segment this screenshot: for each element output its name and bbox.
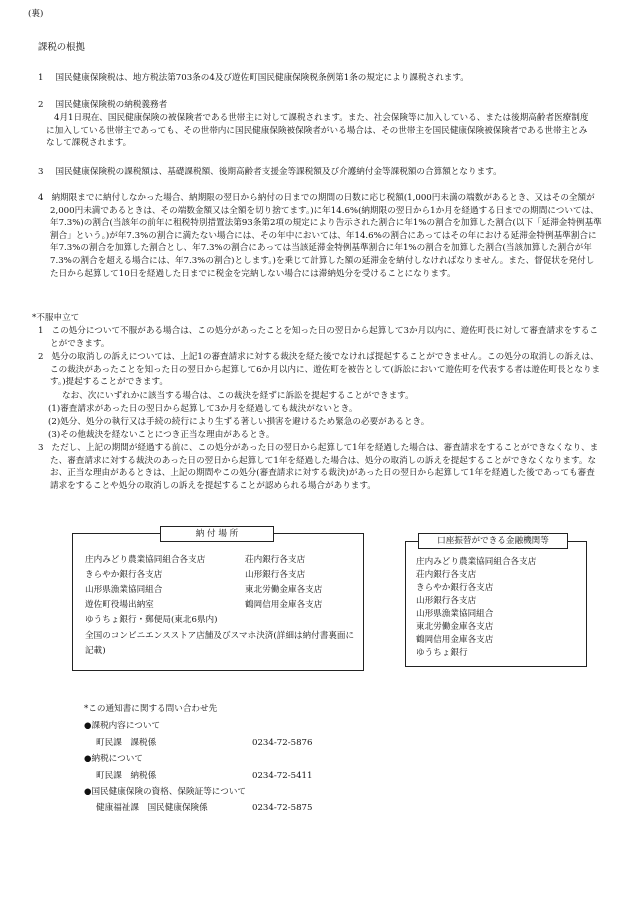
account-transfer-box xyxy=(405,541,587,667)
payment-place: 東北労働金庫各支店 xyxy=(245,585,323,595)
appeal-sub-1: (1)審査請求があった日の翌日から起算して3か月を経過しても裁決がないとき。 xyxy=(48,404,358,414)
transfer-institution: 鶴岡信用金庫各支店 xyxy=(416,635,494,645)
page-side-label: (裏) xyxy=(28,9,44,19)
contact-heading: *この通知書に関する問い合わせ先 xyxy=(84,704,218,714)
contact-phone: 0234-72-5875 xyxy=(252,803,313,813)
basis-item-2-heading: 2 国民健康保険税の納税義務者 xyxy=(38,100,168,110)
transfer-institution: 庄内みどり農業協同組合各支店 xyxy=(416,557,537,567)
appeal-item-2: 2 処分の取消しの訴えについては、上記1の審査請求に対する裁決を経た後でなければ提起することができません。この処分の取消しの訴えは、この裁決があったことを知った日の翌日から起算して6か月以内に、遊佐町を被告として(訴訟において遊佐町を代表する者は遊佐町長となります。)提起することができます。 xyxy=(38,352,601,388)
appeal-heading: *不服申立て xyxy=(32,313,80,323)
payment-places-title: 納 付 場 所 xyxy=(160,526,274,542)
contact-phone: 0234-72-5411 xyxy=(252,771,313,781)
contact-dept: 健康福祉課 国民健康保険係 xyxy=(96,803,208,813)
appeal-item-3: 3 ただし、上記の期間が経過する前に、この処分があった日の翌日から起算して1年を経過した場合は、審査請求をすることができなくなり、また、審査請求に対する裁決のあった日の翌日から起算して1年を経過した場合は、処分の取消しの訴えを提起することができなくなります。なお、正当な理由があるときは、上記の期間やこの処分(審査請求に対する裁決)があった日の翌日から起算して1年を経過した後であっても審査請求をすることや処分の取消しの訴えを提起することが認められる場合があります。 xyxy=(38,443,599,491)
payment-place: ゆうちょ銀行・郵便局(東北6県内) xyxy=(85,615,218,625)
payment-place: 遊佐町役場出納室 xyxy=(85,600,154,610)
transfer-institution: ゆうちょ銀行 xyxy=(416,648,468,658)
payment-place: 庄内みどり農業協同組合各支店 xyxy=(85,555,206,565)
payment-place: 山形県漁業協同組合 xyxy=(85,585,163,595)
payment-place: 山形銀行各支店 xyxy=(245,570,306,580)
basis-item-3: 3 国民健康保険税の課税額は、基礎課税額、後期高齢者支援金等課税額及び介護納付金等課税額の合算額となります。 xyxy=(38,167,502,177)
payment-place: 全国のコンビニエンスストア店舗及びスマホ決済(詳細は納付書裏面に記載) xyxy=(85,631,355,656)
section-title: 課税の根拠 xyxy=(38,42,85,53)
contact-topic: ●課税内容について xyxy=(84,721,161,731)
contact-dept: 町民課 課税係 xyxy=(96,738,157,748)
basis-item-1: 1 国民健康保険税は、地方税法第703条の4及び遊佐町国民健康保険税条例第1条の規定により課税されます。 xyxy=(38,73,469,83)
transfer-institution: きらやか銀行各支店 xyxy=(416,583,494,593)
transfer-institution: 山形県漁業協同組合 xyxy=(416,609,494,619)
payment-place: 荘内銀行各支店 xyxy=(245,555,306,565)
transfer-institution: 東北労働金庫各支店 xyxy=(416,622,494,632)
contact-topic: ●納税について xyxy=(84,754,143,764)
appeal-sub-2: (2)処分、処分の執行又は手続の続行により生ずる著しい損害を避けるため緊急の必要があるとき。 xyxy=(48,417,430,427)
transfer-institution: 山形銀行各支店 xyxy=(416,596,477,606)
payment-places-box xyxy=(72,533,364,671)
basis-item-4: 4 納期限までに納付しなかった場合、納期限の翌日から納付の日までの期間の日数に応じ税額(1,000円未満の端数があるとき、又はその全額が2,000円未満であるときは、その端数金額又は全額を切り捨てます。)に年14.6%(納期限の翌日から1か月を経過する日までの期間については、年7.3%)の割合(当該年の前年に租税特別措置法第93条第2項の規定により告示された割合に年1%の割合を加算した割合(以下「延滞金特例基準割合」という。)が年7.3%の割合に満たない場合には、その年中においては、年14.6%の割合にあってはその年における延滞金特例基準割合に年7.3%の割合を加算した割合とし、年7.3%の割合にあっては当該延滞金特例基準割合に年1%の割合を加算した割合(当該加算した割合が年7.3%の割合を超える場合には、年7.3%の割合)とします。)を乗じて計算した額の延滞金を納付しなければなりません。また、督促状を発付した日から起算して10日を経過した日までに税金を完納しない場合には滞納処分を受けることになります。 xyxy=(38,193,602,279)
payment-place: 鶴岡信用金庫各支店 xyxy=(245,600,323,610)
appeal-item-1: 1 この処分について不服がある場合は、この処分があったことを知った日の翌日から起算して3か月以内に、遊佐町長に対して審査請求をすることができます。 xyxy=(38,326,599,349)
appeal-note: なお、次にいずれかに該当する場合は、この裁決を経ずに訴訟を提起することができます。 xyxy=(62,391,414,401)
transfer-institution: 荘内銀行各支店 xyxy=(416,570,477,580)
account-transfer-title: 口座振替ができる金融機関等 xyxy=(418,533,568,549)
appeal-sub-3: (3)その他裁決を経ないことにつき正当な理由があるとき。 xyxy=(48,430,275,440)
payment-place: きらやか銀行各支店 xyxy=(85,570,163,580)
basis-item-2-text: 4月1日現在、国民健康保険の被保険者である世帯主に対して課税されます。また、社会保険等に加入している、または後期高齢者医療制度に加入している世帯主であっても、その世帯内に国民健康保険被保険者がいる場合は、その世帯主を国民健康保険被保険者である世帯主とみなして課税されます。 xyxy=(46,113,589,149)
contact-phone: 0234-72-5876 xyxy=(252,738,313,748)
contact-topic: ●国民健康保険の資格、保険証等について xyxy=(84,787,247,797)
contact-dept: 町民課 納税係 xyxy=(96,771,157,781)
